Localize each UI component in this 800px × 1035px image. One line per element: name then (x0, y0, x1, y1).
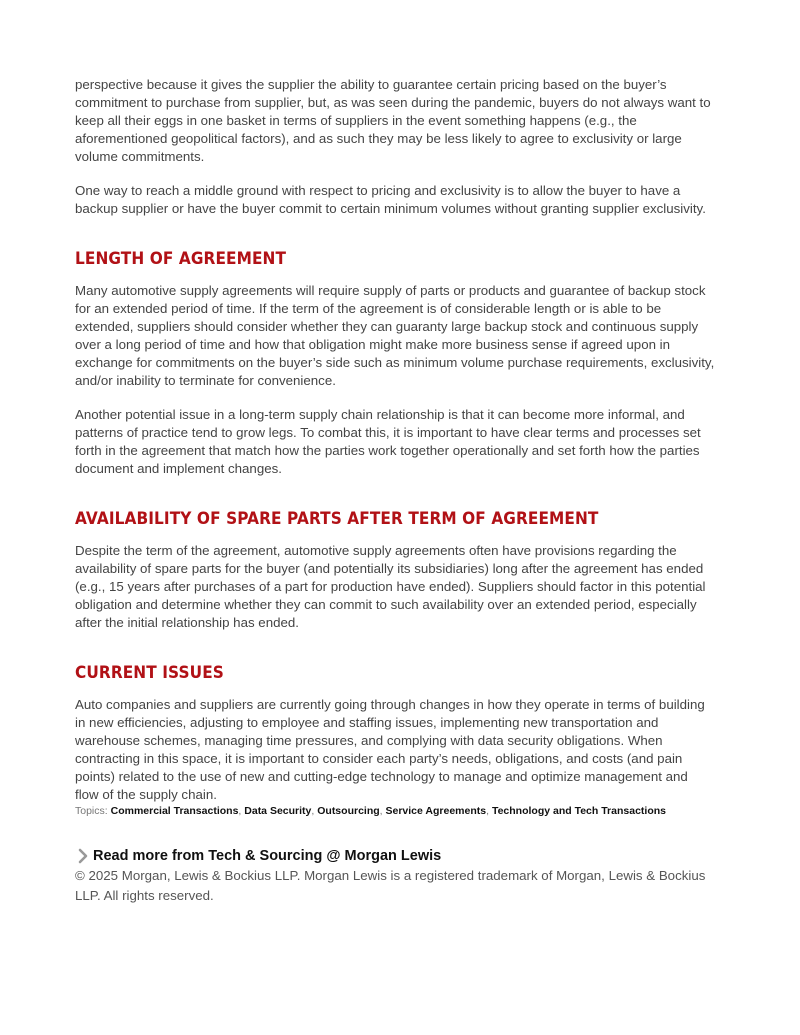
topic-link-outsourcing[interactable]: Outsourcing (317, 805, 380, 817)
topic-link-commercial-transactions[interactable]: Commercial Transactions (110, 805, 239, 817)
topic-separator: , (486, 805, 490, 817)
section-heading-spare-parts: AVAILABILITY OF SPARE PARTS AFTER TERM OF AGREEMENT (75, 509, 599, 528)
topic-link-data-security[interactable]: Data Security (244, 805, 312, 817)
chevron-right-icon (75, 848, 91, 864)
topic-link-service-agreements[interactable]: Service Agreements (385, 805, 487, 817)
intro-paragraph-1: perspective because it gives the supplier the ability to guarantee certain pricing based on the buyer’s commitment to purchase from supplier, but, as was seen during the pandemic, buyers do not always want to keep all their eggs in one basket in terms of suppliers in the event something happens (e.g., the aforementioned geopolitical factors), and as such they may be less likely to agree to exclusivity or large volume commitments. (75, 77, 711, 164)
topic-separator: , (238, 805, 242, 817)
topics-line (75, 804, 715, 818)
copyright-notice: © 2025 Morgan, Lewis & Bockius LLP. Morgan Lewis is a registered trademark of Morgan, Lewis & Bockius LLP. All rights reserved. (75, 868, 706, 903)
current-issues-paragraph: Auto companies and suppliers are currently going through changes in how they operate in terms of building in new efficiencies, adjusting to employee and staffing issues, implementing new transportation and warehouse schemes, managing time pressures, and complying with data security obligations. When contracting in this space, it is important to consider each party’s needs, obligations, and costs (and pain points) related to the use of new and cutting-edge technology to manage and optimize management and flow of the supply chain. (75, 697, 705, 802)
spacer (75, 218, 715, 248)
read-more-link[interactable] (75, 846, 715, 866)
intro-paragraph-2: One way to reach a middle ground with respect to pricing and exclusivity is to allow the buyer to have a backup supplier or have the buyer commit to certain minimum volumes without granting supplier exclusivity. (75, 183, 706, 216)
read-more-label: Read more from Tech & Sourcing @ Morgan Lewis (93, 848, 442, 864)
section-heading-current-issues: CURRENT ISSUES (75, 663, 224, 682)
spacer (75, 632, 715, 662)
spacer (75, 390, 715, 406)
spacer (75, 818, 715, 846)
topic-link-technology-transactions[interactable]: Technology and Tech Transactions (491, 805, 666, 817)
topic-separator: , (311, 805, 315, 817)
spacer (75, 530, 715, 542)
topics-label: Topics: (75, 805, 108, 817)
spacer (75, 166, 715, 182)
length-paragraph-1: Many automotive supply agreements will require supply of parts or products and guarantee of backup stock for an extended period of time. If the term of the agreement is of considerable length or is able to be extended, suppliers should consider whether they can guaranty large backup stock and continuous supply over a long period of time and how that obligation might make more business sense if agreed upon in exchange for commitments on the buyer’s side such as minimum volume purchase requirements, exclusivity, and/or inability to terminate for convenience. (75, 283, 715, 388)
section-heading-length: LENGTH OF AGREEMENT (75, 249, 287, 268)
spacer (75, 270, 715, 282)
spacer (75, 684, 715, 696)
spacer (75, 478, 715, 508)
length-paragraph-2: Another potential issue in a long-term supply chain relationship is that it can become more informal, and patterns of practice tend to grow legs. To combat this, it is important to have clear terms and processes set forth in the agreement that match how the parties work together operationally and set forth how the parties document and implement changes. (75, 407, 701, 476)
topic-separator: , (379, 805, 383, 817)
article-body (75, 76, 715, 906)
spare-parts-paragraph: Despite the term of the agreement, automotive supply agreements often have provisions regarding the availability of spare parts for the buyer (and potentially its subsidiaries) long after the agreement has ended (e.g., 15 years after purchases of a part for production have ended). Suppliers should factor in this potential obligation and determine whether they can commit to such availability over an extended period, especially after the initial relationship has ended. (75, 543, 706, 630)
